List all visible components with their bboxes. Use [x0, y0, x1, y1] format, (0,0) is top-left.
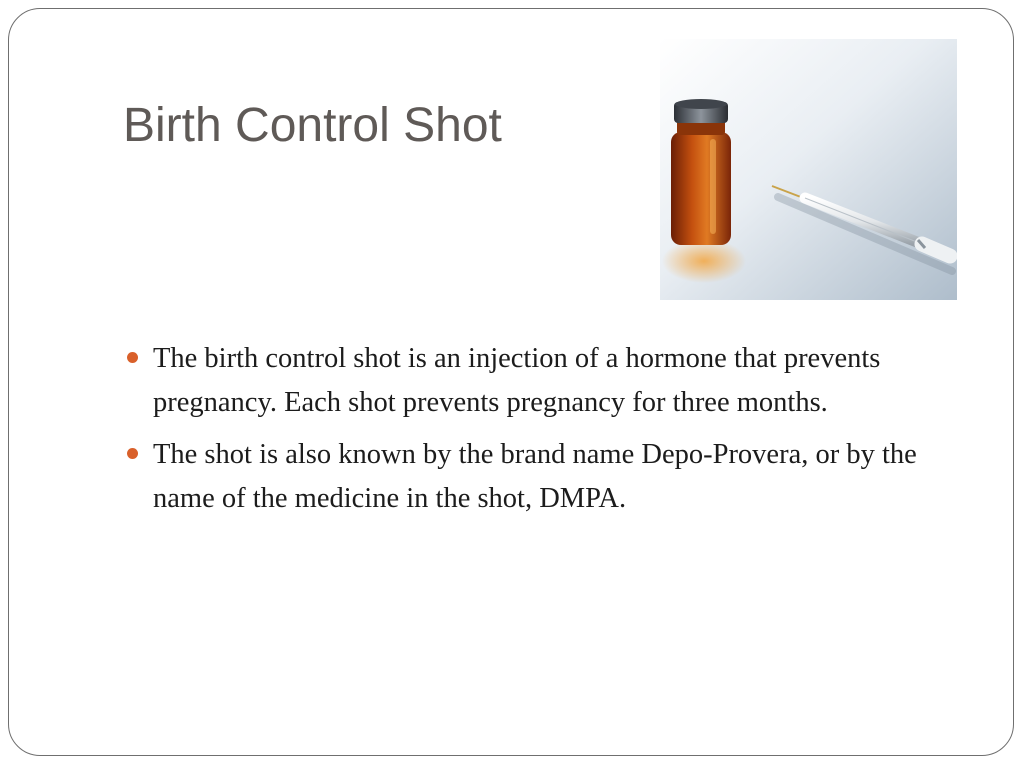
bullet-text: The shot is also known by the brand name Depo-Provera, or by the name of the medicine in the shot, DMPA. [153, 439, 917, 514]
list-item [125, 337, 965, 425]
slide-frame [8, 8, 1014, 756]
bullet-icon [127, 352, 138, 363]
bullet-list [125, 337, 965, 529]
bullet-icon [127, 448, 138, 459]
list-item [125, 433, 965, 521]
bullet-text: The birth control shot is an injection of a hormone that prevents pregnancy. Each shot prevents pregnancy for three months. [153, 343, 881, 418]
vial-and-syringe-photo [660, 39, 957, 300]
slide-title: Birth Control Shot [123, 99, 502, 152]
